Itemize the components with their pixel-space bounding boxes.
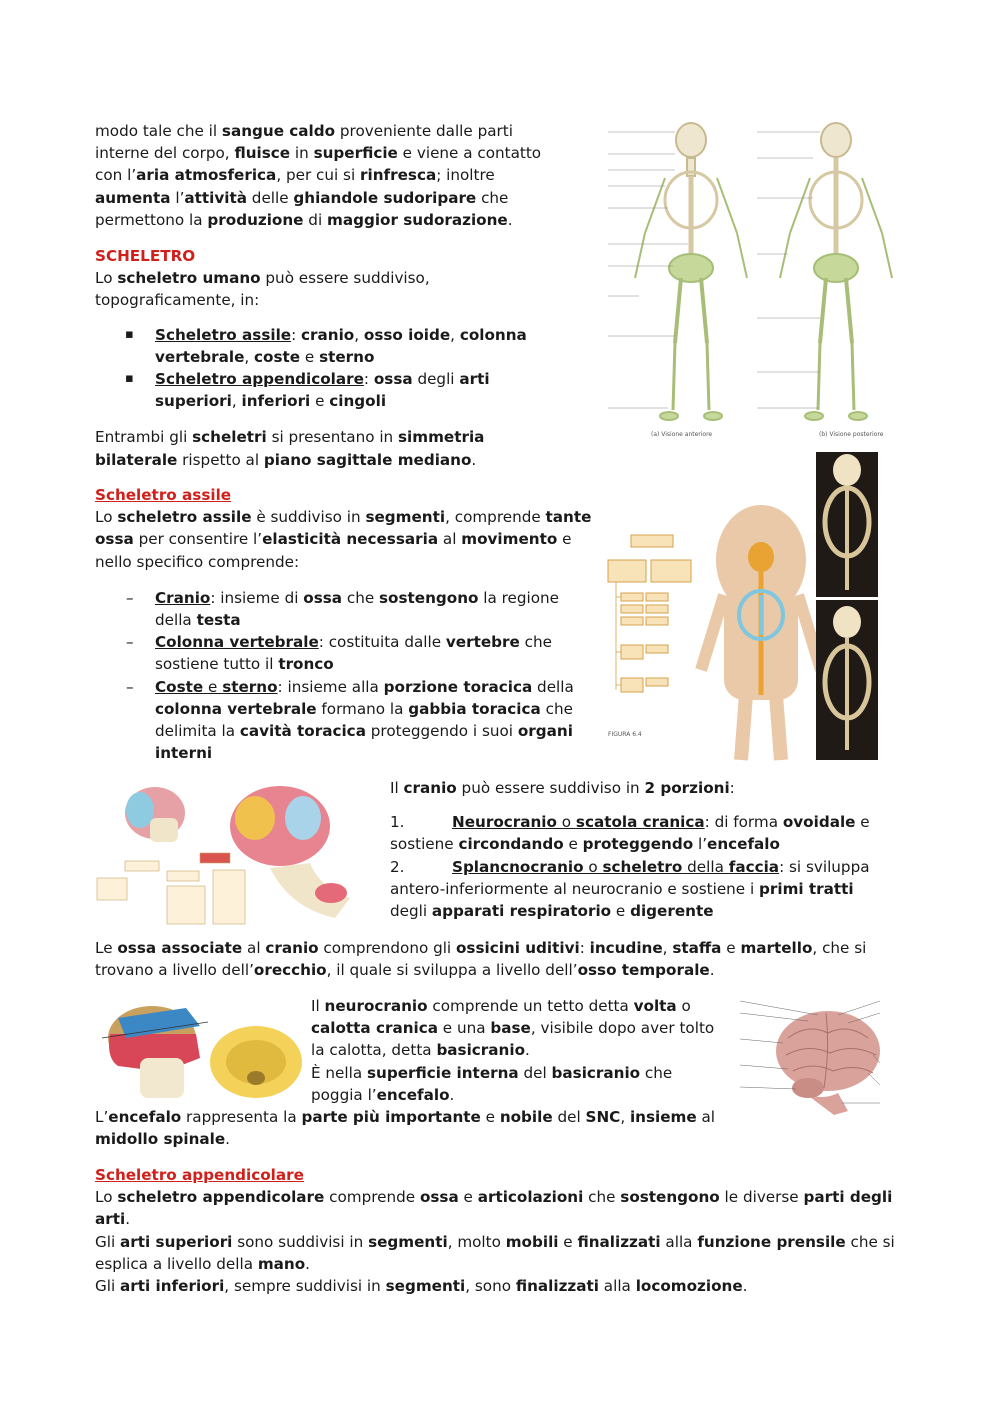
figure-label: FIGURA 6.4 [608,731,642,738]
cranio-item-2: 2. Splancnocranio o scheletro della faccia: si sviluppa antero-inferiormente al neurocranio e sostiene i primi tratti degli apparati respiratorio e digerente [390,857,870,921]
appendicolare-section: Scheletro appendicolare Lo scheletro appendicolare comprende ossa e articolazioni che sostengono le diverse parti degli arti. Gli arti superiori sono suddivisi in segmenti, molto mobili e finalizzati alla funzione prensile che si esplica a livello della mano. Gli arti inferiori, sempre suddivisi in segmenti, sono finalizzati alla locomozione. [95,1164,905,1297]
section-heading-scheletro: SCHELETRO [95,247,196,265]
neurocranio-paragraph: Il neurocranio comprende un tetto detta volta o calotta cranica e una base, visibile dopo aver tolto la calotta, detta basicranio. È nella superficie interna del basicranio che poggia l’encefalo. [311,997,715,1104]
skeleton-anterior [635,123,747,420]
neurocranium-figure [96,998,308,1106]
list-item: – Colonna vertebrale: costituita dalle vertebre che sostiene tutto il tronco [95,631,590,675]
assile-intro: Lo scheletro assile è suddiviso in segmenti, comprende tante ossa per consentire l’elasticità necessaria al movimento e nello specifico comprende: [95,508,592,571]
cerebellum [792,1078,824,1098]
intro-paragraph: modo tale che il sangue caldo proveniente dalle parti interne del corpo, fluisce in superficie e viene a contatto con l’aria atmosferica, per cui si rinfresca; inoltre aumenta l’attività delle ghiandole sudoripare che permettono la produzione di maggior sudorazione. [95,122,542,229]
skeleton-figure [583,118,913,440]
skeleton-photos [816,452,878,760]
list-item: – Cranio: insieme di ossa che sostengono la regione della testa [95,587,590,631]
skeleton-posterior [780,123,892,420]
classification-chart [608,535,691,692]
axial-skeleton-figure [606,450,914,768]
skull-small [125,787,185,842]
list-item: ▪ Scheletro assile: cranio, osso ioide, colonna vertebrale, coste e sterno [95,324,570,368]
encefalo-paragraph: L’encefalo rappresenta la parte più importante e nobile del SNC, insieme al midollo spinale. [95,1108,716,1149]
scheletro-list [95,324,570,413]
skeleton-illustration [583,118,913,440]
scheletro-section [95,245,570,471]
section-heading-appendicolare: Scheletro appendicolare [95,1166,304,1184]
cranio-intro: Il cranio può essere suddiviso in 2 porzioni: [390,779,735,797]
list-item: ▪ Scheletro appendicolare: ossa degli arti superiori, inferiori e cingoli [95,368,570,412]
skull-chart [97,853,245,924]
brain-hemisphere [776,1011,880,1091]
caption-posterior: (b) Visione posteriore [819,431,884,438]
assile-section [95,484,595,764]
cranio-item-1: 1. Neurocranio o scatola cranica: di forma ovoidale e sostiene circondando e proteggendo l’encefalo [390,813,870,854]
scheletro-intro: Lo scheletro umano può essere suddiviso, topograficamente, in: [95,269,430,310]
skull-large [230,786,350,918]
assile-list [95,587,590,765]
list-item: – Coste e sterno: insieme alla porzione toracica della colonna vertebrale formano la gabbia toracica che delimita la cavità toracica proteggendo i suoi organi interni [95,676,590,765]
section-heading-assile: Scheletro assile [95,486,232,504]
cranio-section [390,777,880,922]
ossa-associate-paragraph: Le ossa associate al cranio comprendono gli ossicini uditivi: incudine, staffa e martello, che si trovano a livello dell’orecchio, il quale si sviluppa a livello dell’osso temporale. [95,939,867,980]
body-illustration [701,505,821,760]
skull-figure [95,778,370,926]
symmetry-paragraph: Entrambi gli scheletri si presentano in simmetria bilaterale rispetto al piano sagittale mediano. [95,428,485,469]
skull-section [102,1006,208,1098]
caption-anterior: (a) Visione anteriore [651,431,713,438]
skull-base [210,1026,302,1098]
brain-figure [738,993,913,1121]
label-leader-lines [608,132,820,408]
